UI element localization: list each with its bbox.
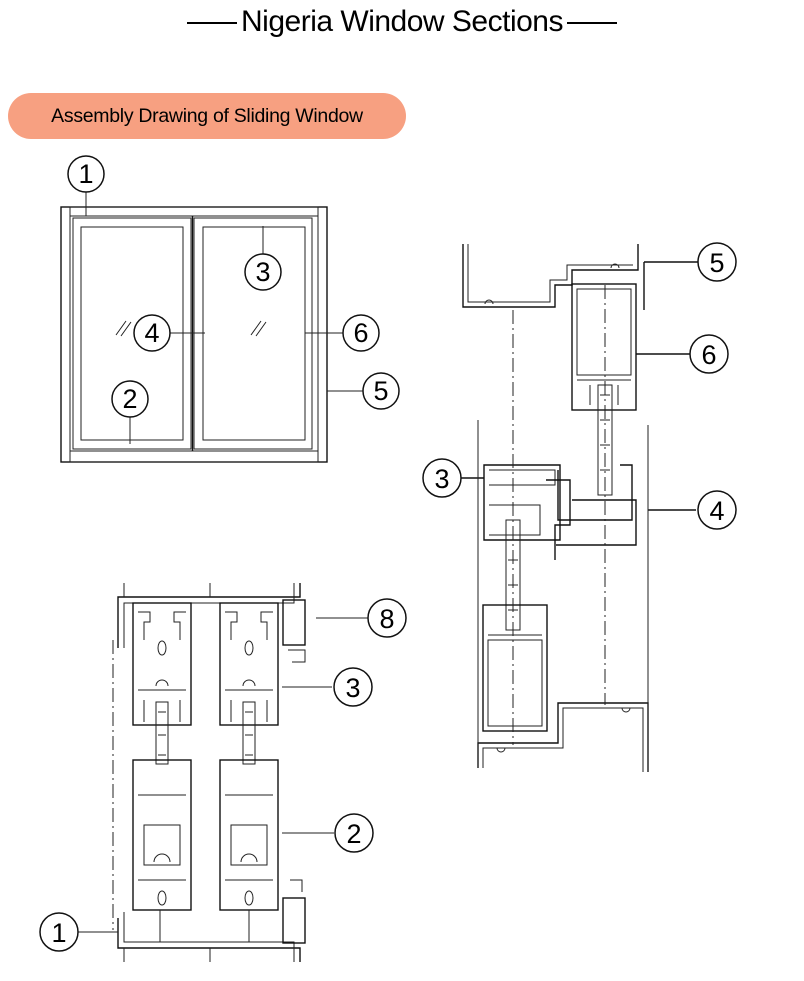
callout-3 — [245, 254, 281, 290]
callout-2 — [112, 381, 148, 417]
svg-text:6: 6 — [353, 318, 369, 348]
svg-text:8: 8 — [379, 604, 395, 634]
bottom-frame-lip — [283, 898, 305, 943]
callout-h3 — [334, 668, 372, 706]
window-elevation — [61, 156, 399, 462]
lower-sash-profile — [483, 605, 547, 731]
left-sash-upper-detail — [138, 612, 186, 722]
right-sash-column — [220, 603, 278, 910]
callout-h2 — [335, 814, 373, 852]
left-meeting-rail-inner — [489, 470, 555, 535]
right-lower-screw — [245, 891, 253, 905]
left-upper-slot — [156, 680, 168, 686]
left-sash-lower-detail — [138, 795, 186, 880]
left-sash-column — [133, 603, 191, 910]
callout-h8 — [368, 599, 406, 637]
svg-text:2: 2 — [346, 819, 362, 849]
left-lower-slot — [154, 854, 170, 862]
top-frame-profile — [118, 583, 300, 648]
left-glass-hatch — [116, 321, 131, 336]
left-sash-upper — [133, 603, 191, 725]
svg-text:5: 5 — [709, 248, 725, 278]
sill-frame-inner — [483, 708, 643, 772]
callout-v6 — [690, 335, 728, 373]
top-frame-lip — [283, 600, 305, 645]
svg-text:4: 4 — [144, 318, 160, 348]
svg-text:4: 4 — [709, 496, 725, 526]
left-upper-screw — [158, 641, 166, 655]
right-sash — [194, 218, 312, 449]
right-sash-upper-detail — [225, 612, 273, 722]
lower-sash-inner — [488, 640, 542, 726]
callout-5 — [363, 373, 399, 409]
left-lower-screw — [158, 891, 166, 905]
right-upper-slot — [243, 680, 255, 686]
right-glass-hatch — [251, 321, 266, 336]
svg-text:3: 3 — [345, 673, 361, 703]
upper-sash-inner — [577, 289, 631, 375]
svg-text:6: 6 — [701, 340, 717, 370]
vertical-section — [423, 243, 736, 772]
right-sash-lower — [220, 760, 278, 910]
upper-sash-profile — [572, 284, 636, 410]
callout-6 — [343, 315, 379, 351]
right-sash-lower-detail — [225, 795, 273, 880]
right-sash-upper — [220, 603, 278, 725]
right-glass-beads — [245, 712, 253, 755]
callout-v3 — [423, 459, 461, 497]
left-meeting-rail — [484, 465, 560, 540]
svg-text:5: 5 — [373, 376, 389, 406]
right-upper-screw — [245, 641, 253, 655]
horizontal-section — [40, 583, 406, 962]
svg-text:2: 2 — [122, 384, 138, 414]
svg-text:1: 1 — [78, 159, 94, 189]
callout-v4 — [698, 491, 736, 529]
top-frame-hook — [288, 650, 305, 662]
page-title-text: Nigeria Window Sections — [241, 5, 563, 38]
head-frame-inner — [468, 244, 633, 302]
bottom-frame-profile — [118, 918, 300, 962]
callout-h1 — [40, 913, 78, 951]
svg-text:3: 3 — [434, 464, 450, 494]
callout-v5 — [698, 243, 736, 281]
callout-4 — [134, 315, 170, 351]
left-glass-beads — [158, 712, 166, 755]
bottom-frame-inner — [124, 910, 294, 962]
callout-1 — [68, 156, 104, 192]
svg-text:3: 3 — [255, 257, 271, 287]
right-meeting-rail — [556, 500, 636, 545]
svg-text:1: 1 — [51, 918, 67, 948]
bottom-frame-hook — [290, 880, 302, 892]
upper-sash-detail — [577, 380, 631, 405]
right-lower-slot — [241, 854, 257, 862]
section-badge-label: Assembly Drawing of Sliding Window — [51, 104, 363, 127]
interlock-hook-b — [558, 465, 632, 520]
left-sash-lower — [133, 760, 191, 910]
